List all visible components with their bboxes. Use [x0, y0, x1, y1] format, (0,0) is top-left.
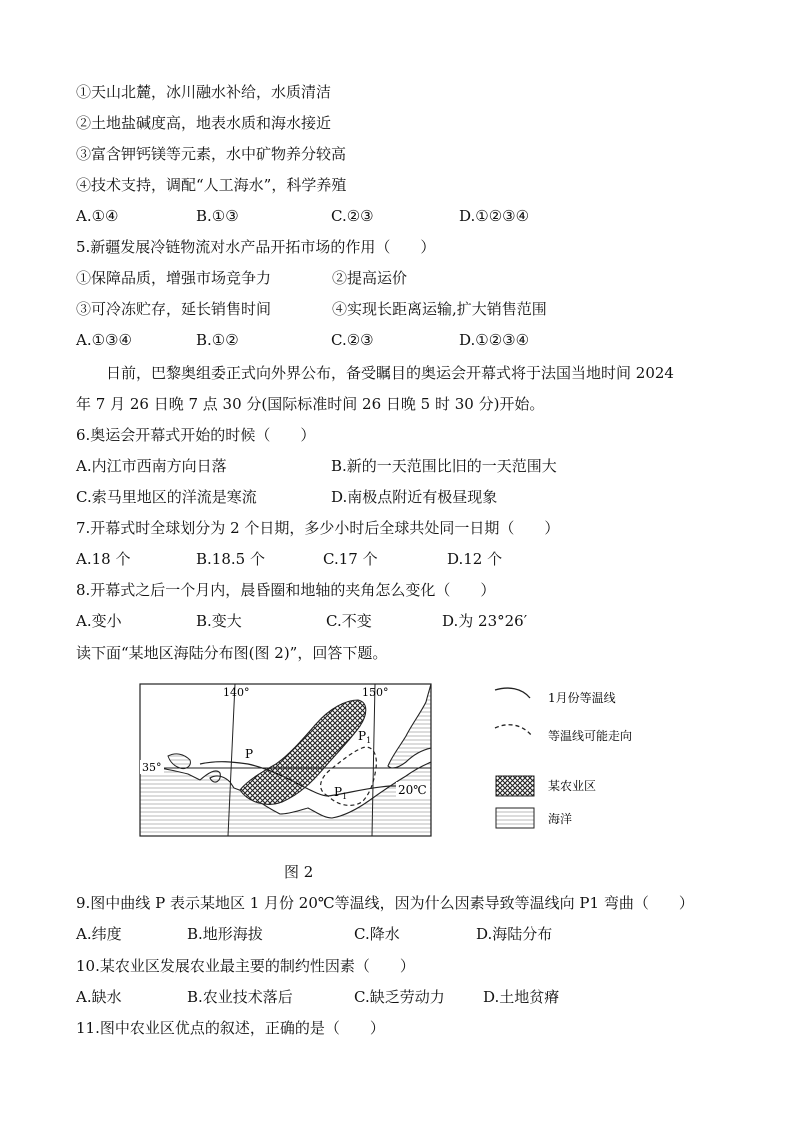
p2-label: $P_1$ [334, 785, 348, 801]
q4-statement-2: ②土地盐碱度高，地表水质和海水接近 [76, 114, 332, 132]
eastern-ocean [388, 684, 431, 768]
q6-stem: 6.奥运会开幕式开始的时候（ ） [76, 426, 316, 444]
q10-option-a: A.缺水 [76, 988, 122, 1006]
passage-line-2: 年 7 月 26 日晚 7 点 30 分(国际标准时间 26 日晚 5 时 30 分)开始。 [76, 395, 545, 413]
q4-option-a: A.①④ [76, 207, 119, 225]
q7-option-d: D.12 个 [447, 550, 503, 568]
q9-option-d: D.海陆分布 [476, 925, 553, 943]
legend-ocean-icon [496, 808, 534, 828]
legend-agri-label: 某农业区 [548, 779, 597, 793]
q8-option-c: C.不变 [326, 612, 372, 630]
isotherm-20-label: 20℃ [398, 783, 427, 797]
gulf-inlet [168, 754, 190, 769]
legend-isotherm-icon [495, 688, 530, 698]
q10-option-c: C.缺乏劳动力 [354, 988, 445, 1006]
q6-option-d: D.南极点附近有极昼现象 [331, 488, 498, 506]
q4-option-b: B.①③ [196, 207, 239, 225]
lat-35-label: 35° [142, 761, 162, 774]
q5-option-a: A.①③④ [76, 331, 132, 349]
legend-isotherm-label: 1月份等温线 [548, 691, 616, 705]
q11-stem: 11.图中农业区优点的叙述，正确的是（ ） [76, 1019, 385, 1037]
q10-stem: 10.某农业区发展农业最主要的制约性因素（ ） [76, 957, 415, 975]
legend-possible-label: 等温线可能走向 [548, 729, 633, 743]
lon-140-label: 140° [223, 686, 250, 699]
figure-caption: 图 2 [284, 863, 314, 881]
q4-statement-4: ④技术支持，调配“人工海水”，科学养殖 [76, 176, 347, 194]
q6-option-a: A.内江市西南方向日落 [76, 457, 227, 475]
q10-option-b: B.农业技术落后 [187, 988, 293, 1006]
agricultural-region [240, 700, 366, 804]
passage-line-1: 日前，巴黎奥组委正式向外界公布，备受瞩目的奥运会开幕式将于法国当地时间 2024 [106, 364, 674, 382]
q8-stem: 8.开幕式之后一个月内，晨昏圈和地轴的夹角怎么变化（ ） [76, 581, 496, 599]
q4-option-c: C.②③ [331, 207, 374, 225]
q9-option-a: A.纬度 [76, 925, 122, 943]
q5-statement-2: ②提高运价 [332, 269, 408, 287]
q7-option-a: A.18 个 [76, 550, 131, 568]
q9-option-c: C.降水 [354, 925, 400, 943]
q5-statement-3: ③可冷冻贮存，延长销售时间 [76, 300, 272, 318]
legend-ocean-label: 海洋 [548, 812, 573, 826]
q7-option-b: B.18.5 个 [196, 550, 265, 568]
q10-option-d: D.土地贫瘠 [483, 988, 560, 1006]
q9-stem: 9.图中曲线 P 表示某地区 1 月份 20℃等温线，因为什么因素导致等温线向 P1 弯曲（ ） [76, 894, 694, 912]
q5-option-d: D.①②③④ [459, 331, 530, 349]
q4-statement-1: ①天山北麓，冰川融水补给，水质清洁 [76, 83, 332, 101]
p1-label: $P_1$ [358, 729, 372, 745]
p-label: P [245, 747, 254, 761]
q5-stem: 5.新疆发展冷链物流对水产品开拓市场的作用（ ） [76, 238, 436, 256]
legend-agri-icon [496, 776, 534, 796]
q4-option-d: D.①②③④ [459, 207, 530, 225]
q4-statement-3: ③富含钾钙镁等元素，水中矿物养分较高 [76, 145, 347, 163]
q5-statement-1: ①保障品质，增强市场竞争力 [76, 269, 272, 287]
legend-possible-icon [495, 725, 532, 736]
q5-statement-4: ④实现长距离运输,扩大销售范围 [332, 300, 547, 318]
q6-option-b: B.新的一天范围比旧的一天范围大 [331, 457, 557, 475]
q6-option-c: C.索马里地区的洋流是寒流 [76, 488, 257, 506]
q9-option-b: B.地形海拔 [187, 925, 263, 943]
q5-option-c: C.②③ [331, 331, 374, 349]
q7-option-c: C.17 个 [323, 550, 378, 568]
q5-option-b: B.①② [196, 331, 239, 349]
sea-land-map [130, 678, 660, 848]
q8-option-b: B.变大 [196, 612, 242, 630]
lon-150-label: 150° [362, 686, 389, 699]
q7-stem: 7.开幕式时全球划分为 2 个日期，多少小时后全球共处同一日期（ ） [76, 519, 560, 537]
q8-option-a: A.变小 [76, 612, 122, 630]
q8-option-d: D.为 23°26′ [442, 612, 528, 630]
map-intro: 读下面“某地区海陆分布图(图 2)”，回答下题。 [76, 644, 388, 662]
